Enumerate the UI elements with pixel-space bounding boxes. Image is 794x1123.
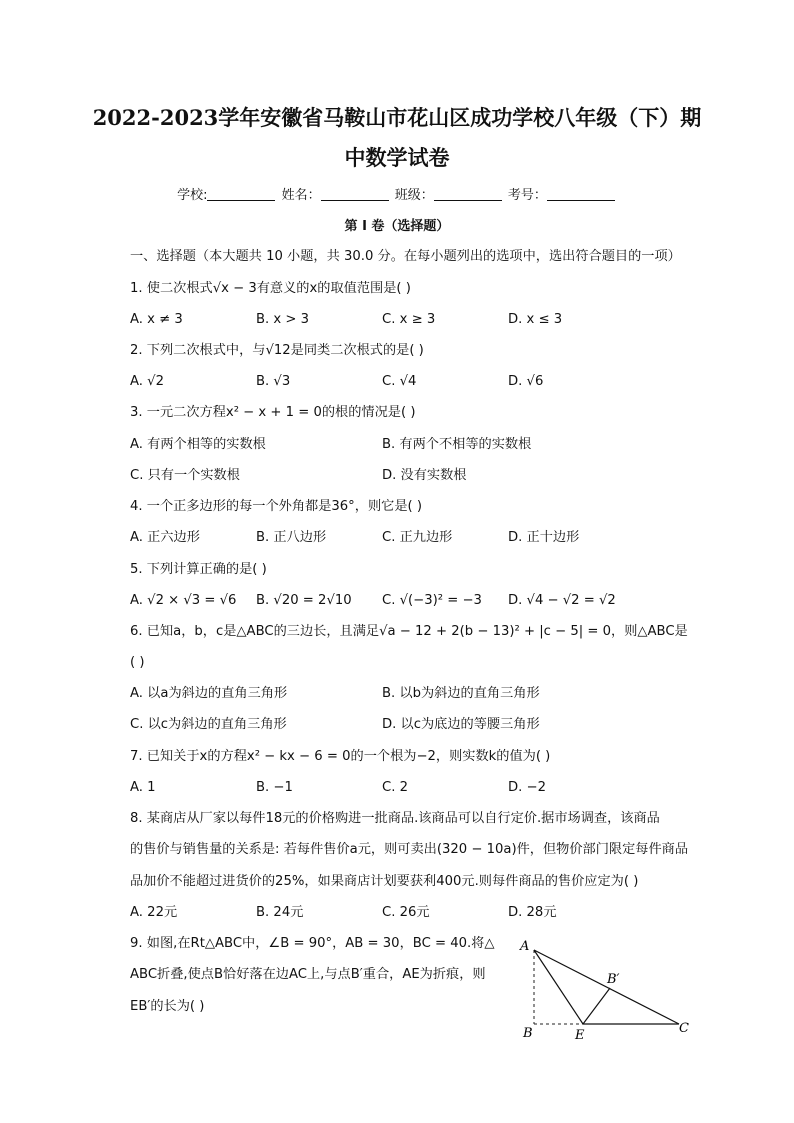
student-info-row <box>0 186 794 206</box>
q4-option-c[interactable]: C. 正九边形 <box>382 530 453 545</box>
exam-title-line1: 2022-2023学年安徽省马鞍山市花山区成功学校八年级（下）期 <box>92 105 702 130</box>
exam-title-line2: 中数学试卷 <box>344 145 450 170</box>
question-5-stem: 5. 下列计算正确的是( ) <box>130 562 267 577</box>
exam-no-label: 考号： <box>507 188 547 203</box>
q8-option-b[interactable]: B. 24元 <box>256 905 304 920</box>
q6-option-b[interactable]: B. 以b为斜边的直角三角形 <box>382 686 540 701</box>
q6-option-a[interactable]: A. 以a为斜边的直角三角形 <box>130 686 288 701</box>
school-blank[interactable] <box>207 186 275 201</box>
question-8-stem: 8. 某商店从厂家以每件18元的价格购进一批商品.该商品可以自行定价.据市场调查，该商品 <box>130 811 660 826</box>
q6-option-d[interactable]: D. 以c为底边的等腰三角形 <box>382 717 540 732</box>
q2-option-c[interactable]: C. √4 <box>382 374 417 389</box>
label-c: C <box>679 1021 689 1036</box>
q3-option-c[interactable]: C. 只有一个实数根 <box>130 468 240 483</box>
q7-option-c[interactable]: C. 2 <box>382 780 408 795</box>
q5-option-a[interactable]: A. √2 × √3 = √6 <box>130 593 237 608</box>
q4-option-b[interactable]: B. 正八边形 <box>256 530 327 545</box>
q1-option-d[interactable]: D. x ≤ 3 <box>508 312 563 327</box>
q2-option-d[interactable]: D. √6 <box>508 374 544 389</box>
question-8-stem-cont2: 品加价不能超过进货价的25%，如果商店计划要获利400元.则每件商品的售价应定为( ) <box>130 874 639 889</box>
q4-option-d[interactable]: D. 正十边形 <box>508 530 580 545</box>
label-b-prime: B′ <box>607 972 620 987</box>
q3-option-a[interactable]: A. 有两个相等的实数根 <box>130 437 266 452</box>
question-6-stem: 6. 已知a，b，c是△ABC的三边长，且满足√a − 12 + 2(b − 13)² + |c − 5| = 0，则△ABC是 <box>130 624 688 639</box>
question-9-stem-cont1: ABC折叠,使点B恰好落在边AC上,与点B′重合，AE为折痕，则 <box>130 967 486 982</box>
segment-eb-prime <box>583 988 610 1024</box>
class-blank[interactable] <box>434 186 502 201</box>
label-e: E <box>575 1028 585 1043</box>
section-title: 第 I 卷（选择题） <box>344 219 450 234</box>
segment-ae <box>534 950 583 1024</box>
school-label: 学校: <box>177 188 208 203</box>
question-6-stem-cont: ( ) <box>130 655 145 670</box>
class-label: 班级： <box>394 188 434 203</box>
question-9-stem: 9. 如图,在Rt△ABC中，∠B = 90°，AB = 30，BC = 40.将△ <box>130 936 495 951</box>
q2-option-b[interactable]: B. √3 <box>256 374 291 389</box>
q5-option-b[interactable]: B. √20 = 2√10 <box>256 593 352 608</box>
q6-option-c[interactable]: C. 以c为斜边的直角三角形 <box>130 717 287 732</box>
segment-ac <box>534 950 679 1024</box>
question-8-stem-cont1: 的售价与销售量的关系是: 若每件售价a元，则可卖出(320 − 10a)件，但物价部门限定每件商品 <box>130 842 689 857</box>
q5-option-c[interactable]: C. √(−3)² = −3 <box>382 593 482 608</box>
q8-option-a[interactable]: A. 22元 <box>130 905 178 920</box>
q4-option-a[interactable]: A. 正六边形 <box>130 530 200 545</box>
q1-option-a[interactable]: A. x ≠ 3 <box>130 312 183 327</box>
q2-option-a[interactable]: A. √2 <box>130 374 164 389</box>
q8-option-c[interactable]: C. 26元 <box>382 905 430 920</box>
exam-no-blank[interactable] <box>547 186 615 201</box>
q8-option-d[interactable]: D. 28元 <box>508 905 557 920</box>
question-3-stem: 3. 一元二次方程x² − x + 1 = 0的根的情况是( ) <box>130 405 416 420</box>
q7-option-a[interactable]: A. 1 <box>130 780 156 795</box>
question-1-stem: 1. 使二次根式√x − 3有意义的x的取值范围是( ) <box>130 281 411 296</box>
q7-option-d[interactable]: D. −2 <box>508 780 546 795</box>
q5-option-d[interactable]: D. √4 − √2 = √2 <box>508 593 616 608</box>
label-a: A <box>520 939 530 954</box>
label-b: B <box>523 1026 533 1041</box>
q7-option-b[interactable]: B. −1 <box>256 780 293 795</box>
question-7-stem: 7. 已知关于x的方程x² − kx − 6 = 0的一个根为−2，则实数k的值为( ) <box>130 749 551 764</box>
q3-option-b[interactable]: B. 有两个不相等的实数根 <box>382 437 532 452</box>
q1-option-b[interactable]: B. x > 3 <box>256 312 310 327</box>
question-4-stem: 4. 一个正多边形的每一个外角都是36°，则它是( ) <box>130 499 423 514</box>
q3-option-d[interactable]: D. 没有实数根 <box>382 468 467 483</box>
triangle-figure <box>515 935 700 1045</box>
q1-option-c[interactable]: C. x ≥ 3 <box>382 312 436 327</box>
name-label: 姓名： <box>281 188 321 203</box>
name-blank[interactable] <box>321 186 389 201</box>
question-2-stem: 2. 下列二次根式中，与√12是同类二次根式的是( ) <box>130 343 424 358</box>
question-9-stem-cont2: EB′的长为( ) <box>130 999 205 1014</box>
section-heading: 一、选择题（本大题共 10 小题，共 30.0 分。在每小题列出的选项中，选出符合题目的一项） <box>130 249 681 264</box>
